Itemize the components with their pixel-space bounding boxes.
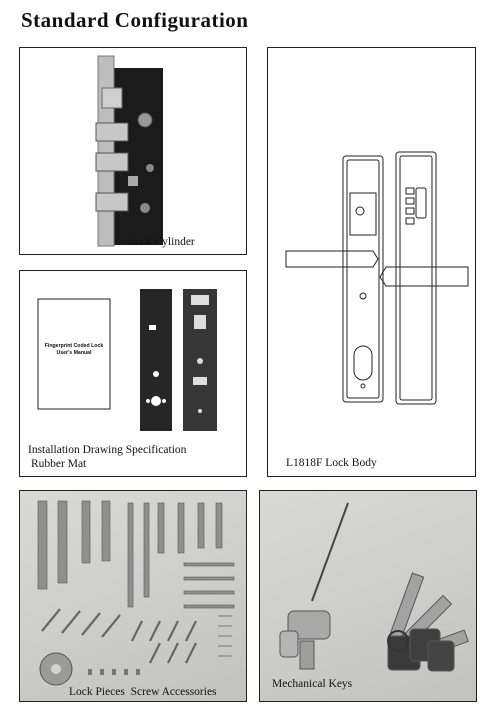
lock-cylinder-image (20, 48, 247, 255)
lock-pieces-panel (19, 490, 247, 702)
lock-cylinder-caption: Lock Cylinder (128, 236, 195, 248)
installation-panel (19, 270, 247, 477)
lock-pieces-image (20, 491, 247, 702)
page-title: Standard Configuration (21, 8, 249, 32)
mechanical-keys-image (260, 491, 477, 702)
mechanical-keys-panel (259, 490, 477, 702)
mechanical-keys-caption: Mechanical Keys (272, 678, 353, 690)
manual-title: Fingerprint Coded Lock (44, 343, 104, 349)
manual-subtitle: User's Manual (56, 349, 92, 356)
manual-cover-text (42, 343, 106, 356)
lock-body-panel (267, 47, 476, 477)
lock-cylinder-panel (19, 47, 247, 255)
lock-body-drawing (268, 48, 476, 477)
lock-pieces-caption: Lock Pieces Screw Accessories (69, 686, 217, 698)
installation-caption-line2: Rubber Mat (31, 458, 87, 470)
installation-caption (28, 443, 186, 471)
lock-body-caption: L1818F Lock Body (286, 457, 377, 469)
installation-caption-line1: Installation Drawing Specification (28, 444, 187, 456)
